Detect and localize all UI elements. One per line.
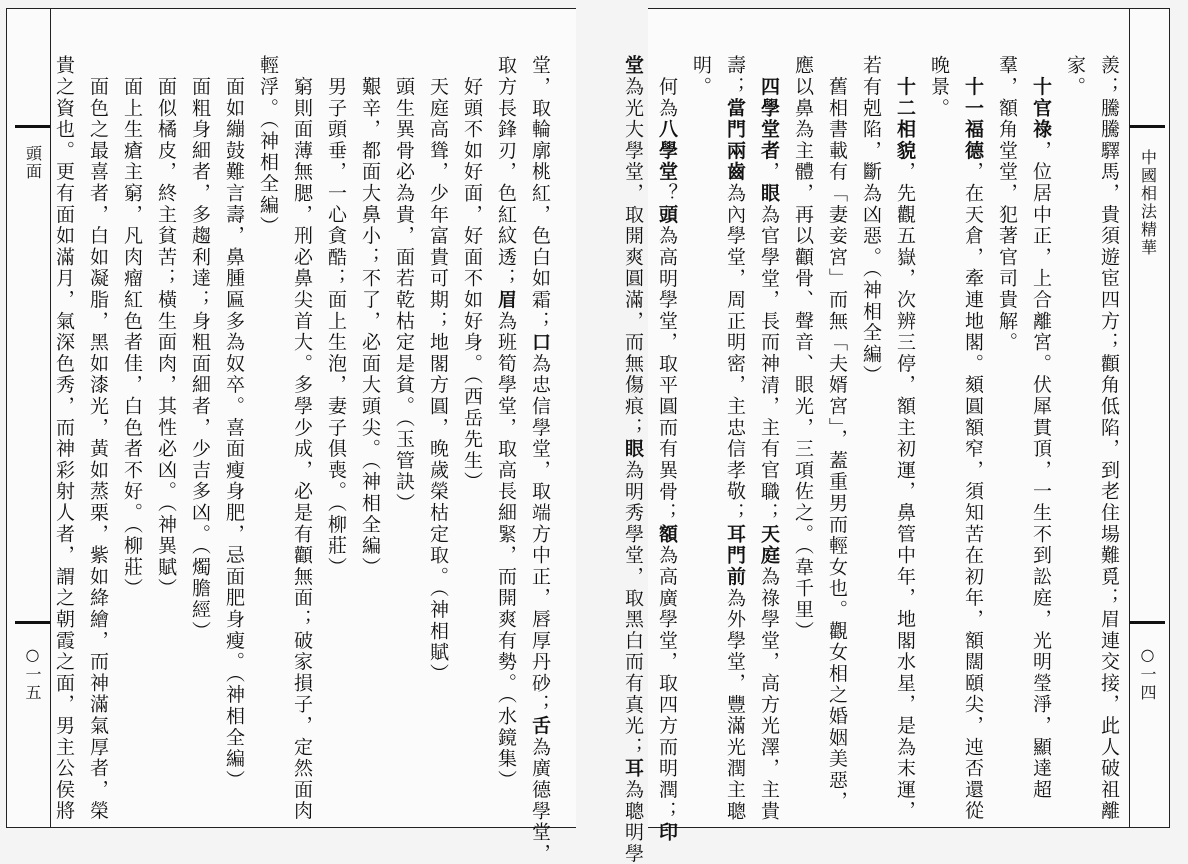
text-column: 十二相貌，先觀五嶽，次辨三停，額主初運，鼻管中年，地閣水星，是為末運， [894, 76, 916, 822]
text-column: 晚景。 [928, 55, 950, 119]
text-column: 頭生異骨必為貴，面若乾枯定是貧。（玉管訣） [393, 55, 415, 515]
text-column: 窮則面薄無腮，刑必鼻尖首大。多學少成，必是有顴無面；破家損子，定然面肉 [291, 55, 313, 822]
page-number: ○一四 [1138, 644, 1157, 702]
text-column: 十一福德，在天倉，牽連地閣。頦圓額窄，須知苦在初年，額闊頤尖，迍否還從 [962, 76, 984, 822]
text-column: 明。 [690, 55, 712, 98]
page-number: ○一五 [23, 644, 42, 702]
running-head: 中國相法精華 [1138, 149, 1158, 257]
right-page-margin-bar [1129, 9, 1165, 827]
left-body-text [53, 55, 557, 864]
text-column: 好頭不如好面，好面不如好身。（西岳先生） [461, 55, 483, 493]
text-column: 堂為光大學堂，取開爽圓滿，而無傷痕；眼為明秀學堂，取黑白而有真光；耳為聰明學 [622, 55, 644, 864]
text-column: 男子頭垂，一心貪酷；面上生泡，妻子俱喪。（柳莊） [325, 55, 347, 578]
left-page-margin-bar [15, 9, 51, 827]
text-column: 羣，額角堂堂，犯著官司貴解。 [996, 55, 1018, 354]
left-page [6, 8, 576, 864]
text-column: 艱辛，都面大鼻小；不了，必面大頭尖。（神相全編） [359, 55, 381, 578]
text-column: 家。 [1064, 55, 1086, 98]
text-column: 輕浮。（神相全編） [257, 55, 279, 238]
text-column: 面似橘皮，終主貧苦；橫生面肉，其性必凶。（神異賦） [155, 55, 177, 600]
text-column: 若有剋陷，斷為凶惡。（神相全編） [860, 55, 882, 387]
folio-rule [1130, 621, 1165, 624]
text-column: 天庭高聳，少年富貴可期；地閣方圓，晚歲榮枯定取。（神相賦） [427, 55, 449, 685]
text-column: 面色之最喜者，白如凝脂，黑如漆光，黃如蒸栗，紫如絳繪，而神滿氣厚者，榮 [87, 55, 109, 822]
running-head: 頭面 [23, 145, 43, 181]
text-column: 面如繃鼓難言壽，鼻腫匾多為奴卒。喜面瘦身肥，忌面肥身瘦。（神相全編） [223, 55, 245, 791]
text-column: 面上生瘡主窮，凡肉瘤紅色者佳，白色者不好。（柳莊） [121, 55, 143, 600]
folio-rule [15, 621, 50, 624]
text-column: 堂，取輪廓桃紅，色白如霜；口為忠信學堂，取端方中正，唇厚丹砂；舌為廣德學堂， [529, 55, 551, 864]
text-column: 壽；當門兩齒為內學堂，周正明密，主忠信孝敬；耳門前為外學堂，豐滿光潤主聰 [724, 55, 746, 822]
text-column: 何為八學堂？頭為高明學堂，取平圓而有異骨；額為高廣學堂，取四方而明潤；印 [656, 55, 678, 844]
text-column: 十官祿，位居中正，上合離宮。伏犀貫頂，一生不到訟庭，光明瑩淨，顯達超 [1030, 76, 1052, 801]
head-rule [15, 125, 50, 128]
text-column: 羨；騰騰驛馬，貴須遊宦四方；顴角低陷，到老住場難覓；眉連交接，此人破祖離 [1098, 55, 1120, 822]
right-page [622, 8, 1170, 864]
text-column: 面粗身細者，多趨利達；身粗面細者，少吉多凶。（燭膽經） [189, 55, 211, 642]
text-column: 舊相書載有「妻妾宮」而無「夫婿宮」，蓋重男而輕女也。觀女相之婚姻美惡， [826, 55, 848, 813]
text-column: 取方長鋒刃，色紅紋透；眉為班筍學堂，取高長細緊，而開爽有勢。（水鏡集） [495, 55, 517, 792]
text-column: 應以鼻為主體，再以顴骨、聲音、眼光，三項佐之。（韋千里） [792, 55, 814, 642]
text-column: 貴之資也。更有面如滿月，氣深色秀，而神彩射人者，謂之朝霞之面，男主公侯將 [53, 55, 75, 822]
head-rule [1130, 125, 1165, 128]
text-column: 四學堂者，眼為官學堂，長而神清，主有官職；天庭為祿學堂，高方光澤，主貴 [758, 76, 780, 822]
right-body-text [622, 55, 1126, 864]
